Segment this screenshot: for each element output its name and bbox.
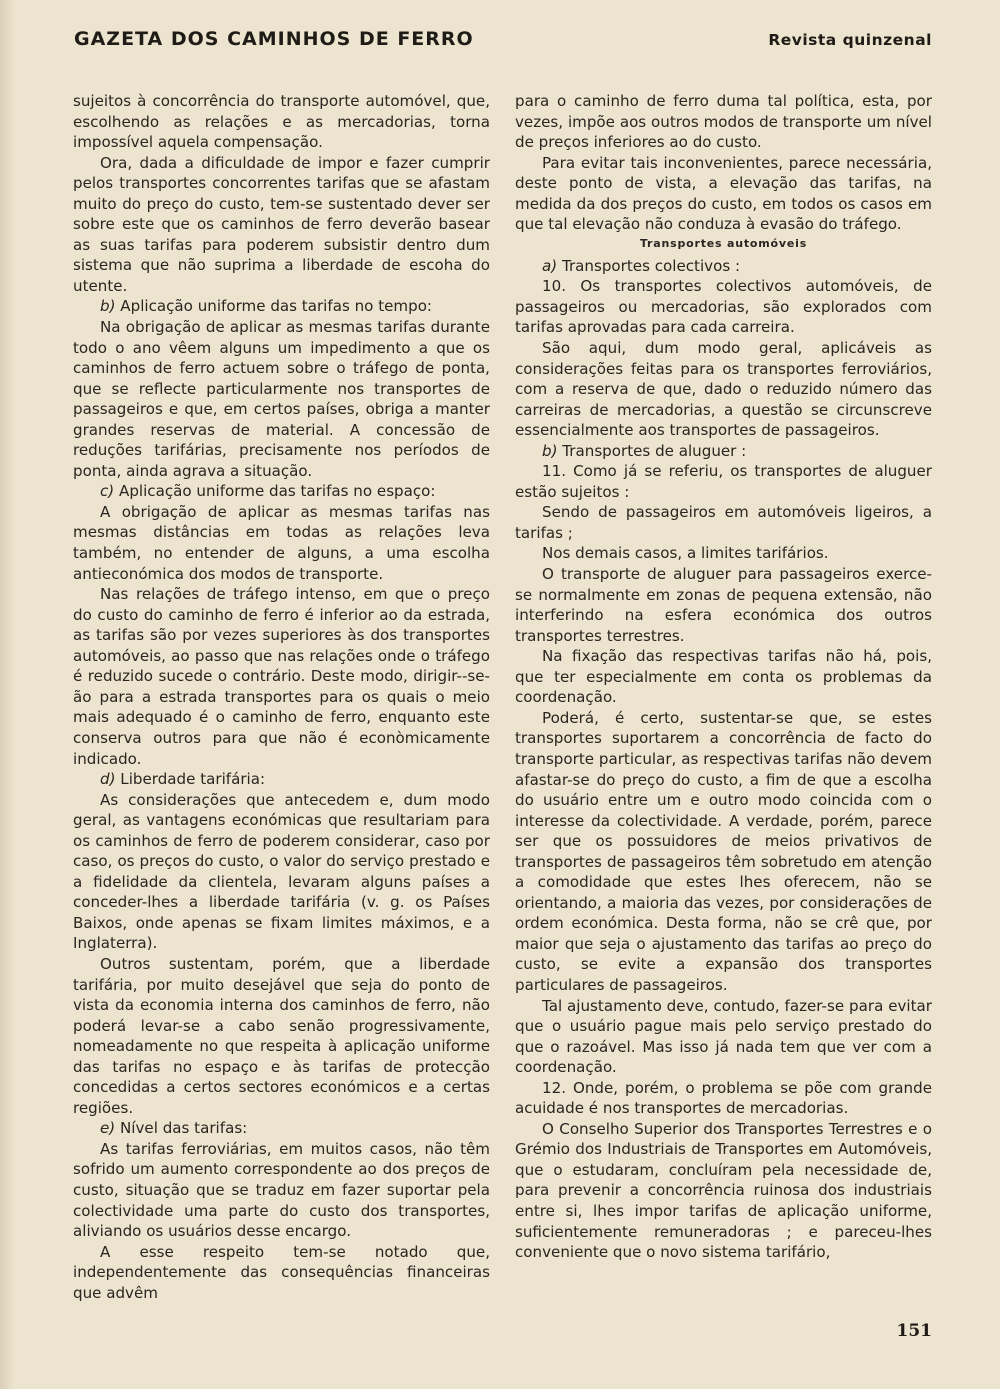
paragraph: Ora, dada a dificuldade de impor e fazer cumprir pelos transportes concorrentes tarifas que se afastam muito do preço do custo, tem-se sustentado dever ser sobre este que os caminhos de ferro deverão basear as suas tarifas para poderem subsistir dentro dum sistema que não suprima a liberdade de escoha do utente. [73, 153, 490, 295]
paragraph: São aqui, dum modo geral, aplicáveis as considerações feitas para os transportes ferroviários, com a reserva de que, dado o reduzido número das carreiras de mercadorias, a questão se circunscreve essencialmente aos transportes de passageiros. [515, 339, 932, 440]
left-column [73, 91, 490, 1303]
item-label: c) [100, 482, 115, 501]
paragraph: 10. Os transportes colectivos automóveis, de passageiros ou mercadorias, são explorados com tarifas aprovadas para cada carreira. [515, 277, 932, 337]
paragraph: As tarifas ferroviárias, em muitos casos, não têm sofrido um aumento correspondente ao dos preços de custo, situação que se traduz em fazer suportar pela colectividade uma parte do custo dos transportes, aliviando os usuários desse encargo. [73, 1139, 490, 1241]
paragraph: O Conselho Superior dos Transportes Terrestres e o Grémio dos Industriais de Transportes em Automóveis, que o estudaram, concluíram pela necessidade de, para prevenir a concorrência ruinosa dos industriais entre si, lhes impor tarifas de aplicação uniforme, suficientemente remuneradoras ; e pareceu-lhes conveniente que o novo sistema tarifário, [515, 1119, 932, 1262]
item-label: e) [100, 1119, 116, 1138]
item-label: b) [542, 441, 558, 460]
paragraph: As considerações que antecedem e, dum modo geral, as vantagens económicas que resultariam para os caminhos de ferro de poderem considerar, caso por caso, os preços do custo, o valor do serviço prestado e a fidelidade da clientela, levaram alguns países a conceder-lhes a liberdade tarifária (v. g. os Países Baixos, onde apenas se fixam limites máximos, e a Inglaterra). [73, 790, 490, 953]
page-binding-shadow [0, 0, 14, 1389]
subsection-heading [73, 1118, 490, 1139]
subsection-title: Aplicação uniforme das tarifas no espaço: [119, 482, 436, 501]
issue-frequency: Revista quinzenal [768, 31, 932, 49]
journal-title: GAZETA DOS CAMINHOS DE FERRO [74, 28, 474, 50]
paragraph: 12. Onde, porém, o problema se põe com grande acuidade é nos transportes de mercadorias. [515, 1078, 932, 1118]
paragraph: Nas relações de tráfego intenso, em que o preço do custo do caminho de ferro é inferior ao da estrada, as tarifas são por vezes superiores às dos transportes automóveis, ao passo que nas relações onde o tráfego é reduzido sucede o contrário. Deste modo, dirigir--se-ão para a estrada transportes para os quais o meio mais adequado é o caminho de ferro, enquanto este conserva outros para que não é econòmicamente indicado. [73, 585, 490, 768]
subsection-title: Transportes de aluguer : [562, 441, 747, 460]
running-header [74, 28, 932, 58]
paragraph: A obrigação de aplicar as mesmas tarifas nas mesmas distâncias em todas as relações leva também, no entender de alguns, a uma escolha antieconómica dos modos de transporte. [73, 502, 490, 583]
section-heading: Transportes automóveis [639, 236, 808, 250]
paragraph: Outros sustentam, porém, que a liberdade tarifária, por muito desejável que seja do ponto de vista da economia interna dos caminhos de ferro, não poderá levar-se a cabo senão progressivamente, nomeadamente no que respeita à aplicação uniforme das tarifas no espaço e às tarifas de protecção concedidas a certos sectores económicos e a certas regiões. [73, 954, 490, 1117]
paragraph: Na fixação das respectivas tarifas não há, pois, que ter especialmente em conta os problemas da coordenação. [515, 647, 932, 707]
subsection-heading [73, 481, 490, 502]
subsection-heading [73, 296, 490, 317]
paragraph: Sendo de passageiros em automóveis ligeiros, a tarifas ; [515, 503, 932, 542]
subsection-title: Nível das tarifas: [120, 1119, 248, 1138]
subsection-heading [73, 769, 490, 790]
subsection-title: Aplicação uniforme das tarifas no tempo: [120, 297, 433, 316]
paragraph: Na obrigação de aplicar as mesmas tarifas durante todo o ano vêem alguns um impedimento a que os caminhos de ferro actuem sobre o tráfego de ponta, que se reflecte particularmente nos transportes de passageiros e que, em certos países, obriga a manter grandes reservas de material. A concessão de reduções tarifárias, precisamente nos períodos de ponta, ainda agrava a situação. [73, 318, 490, 480]
item-label: b) [100, 297, 116, 316]
paragraph: Para evitar tais inconvenientes, parece necessária, deste ponto de vista, a elevação das tarifas, na medida da dos preços do custo, em todos os casos em que tal elevação não conduza à evasão do tráfego. [515, 153, 932, 234]
paragraph: Poderá, é certo, sustentar-se que, se estes transportes suportarem a concorrência de facto do transporte particular, as respectivas tarifas não devem afastar-se do preço do custo, a fim de que a escolha do usuário entre um e outro modo coincida com o interesse da colectividade. A verdade, porém, parece ser que os possuidores de meios privativos de transportes de passageiros têm sobretudo em atenção a comodidade que estes lhes oferecem, não se orientando, a maioria das vezes, por considerações de ordem económica. Desta forma, não se crê que, por maior que seja o ajustamento das tarifas ao preço do custo, se evite a expansão dos transportes particulares de passageiros. [515, 708, 932, 994]
subsection-heading [515, 441, 932, 462]
subsection-heading [515, 256, 932, 277]
paragraph: Nos demais casos, a limites tarifários. [542, 544, 829, 563]
paragraph: 11. Como já se referiu, os transportes de aluguer estão sujeitos : [515, 462, 932, 501]
subsection-title: Liberdade tarifária: [120, 770, 266, 789]
item-label: a) [542, 256, 558, 275]
paragraph: sujeitos à concorrência do transporte automóvel, que, escolhendo as relações e as mercadorias, torna impossível aquela compensação. [73, 92, 490, 152]
paragraph: Tal ajustamento deve, contudo, fazer-se para evitar que o usuário pague mais pelo serviço prestado do que o razoável. Mas isso já nada tem que ver com a coordenação. [515, 996, 932, 1077]
item-label: d) [100, 770, 116, 789]
paragraph: O transporte de aluguer para passageiros exerce-se normalmente em zonas de pequena extensão, não interferindo na esfera económica dos outros transportes terrestres. [515, 565, 932, 645]
right-column [515, 91, 932, 1263]
page-number: 151 [896, 1321, 932, 1341]
paragraph: A esse respeito tem-se notado que, independentemente das consequências financeiras que advêm [73, 1242, 490, 1302]
paragraph: para o caminho de ferro duma tal política, esta, por vezes, impõe aos outros modos de transporte um nível de preços inferiores ao do custo. [515, 92, 932, 152]
subsection-title: Transportes colectivos : [561, 256, 741, 275]
